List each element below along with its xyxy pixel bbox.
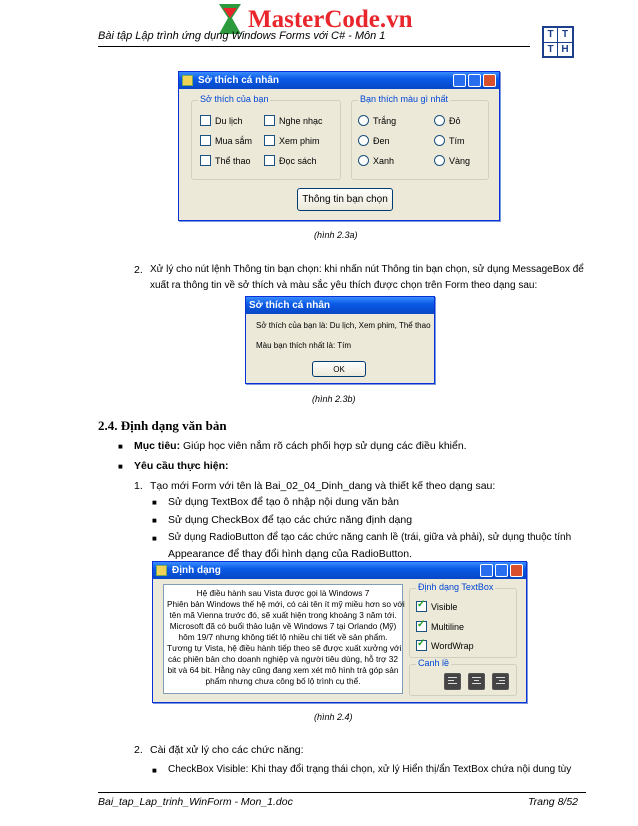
format-titlebar[interactable] <box>153 562 526 579</box>
paragraph-line: Xử lý cho nút lệnh Thông tin bạn chọn: khi nhấn nút Thông tin bạn chọn, sử dụng MessageBox để <box>150 264 584 275</box>
requirement-label: Yêu cầu thực hiện: <box>134 460 229 472</box>
checkbox-the-thao[interactable] <box>200 155 251 166</box>
checkbox-mua-sam[interactable] <box>200 135 252 146</box>
sub-item: Appearance để thay đổi hình dạng của RadioButton. <box>168 548 413 560</box>
step-text: Cài đặt xử lý cho các chức năng: <box>150 744 304 756</box>
content-textbox[interactable] <box>163 584 403 694</box>
align-left-button[interactable] <box>444 673 461 690</box>
logo-letter: H <box>561 44 569 55</box>
radio-trang[interactable] <box>358 115 396 126</box>
close-button[interactable] <box>483 74 496 87</box>
radio-circle[interactable] <box>358 135 369 146</box>
radio-tim[interactable] <box>434 135 465 146</box>
checkbox-doc-sach[interactable] <box>264 155 317 166</box>
checkbox-label: Nghe nhạc <box>279 115 323 126</box>
textbox-format-label: Định dạng TextBox <box>418 582 494 592</box>
radio-circle[interactable] <box>434 155 445 166</box>
minimize-button[interactable] <box>453 74 466 87</box>
header-rule <box>98 46 530 47</box>
checkbox-multiline[interactable] <box>416 621 464 632</box>
checkbox-box[interactable] <box>200 115 211 126</box>
colors-group <box>351 94 489 180</box>
radio-circle[interactable] <box>434 135 445 146</box>
checkbox-label: Multiline <box>431 621 465 632</box>
hobbies-group-label: Sở thích của bạn <box>200 94 269 104</box>
app-icon <box>182 75 193 86</box>
radio-label: Xanh <box>373 155 395 166</box>
hobbies-titlebar[interactable] <box>179 72 499 89</box>
list-number: 1. <box>134 480 143 492</box>
step-text: Tạo mới Form với tên là Bai_02_04_Dinh_dang và thiết kế theo dạng sau: <box>150 480 496 492</box>
textbox-line: Tương tự Vista, hệ điều hành tiếp theo sẽ được xuất xưởng với <box>167 643 402 653</box>
messagebox-window <box>245 296 435 384</box>
bullet-icon: ■ <box>118 442 123 451</box>
textbox-line: phẩm nhưng chưa công bố lộ trình cụ thể. <box>205 676 361 686</box>
logo-letter: T <box>544 28 558 43</box>
sub-item: CheckBox Visible: Khi thay đổi trạng thái chọn, xử lý Hiển thị/ẩn TextBox chứa nội dung tùy <box>168 764 572 775</box>
logo-letter: T <box>544 43 558 57</box>
sub-item: Sử dụng CheckBox để tạo các chức năng định dạng <box>168 514 413 526</box>
checkbox-box[interactable] <box>416 640 427 651</box>
goal-text: Giúp học viên nắm rõ cách phối hợp sử dụng các điều khiển. <box>180 440 467 452</box>
checkbox-box[interactable] <box>264 135 275 146</box>
align-center-button[interactable] <box>468 673 485 690</box>
radio-vang[interactable] <box>434 155 470 166</box>
bullet-icon: ■ <box>152 498 157 507</box>
figure-caption: (hình 2.4) <box>314 712 353 722</box>
checkbox-box[interactable] <box>416 601 427 612</box>
radio-label: Đen <box>373 135 390 146</box>
checkbox-label: Xem phim <box>279 135 320 146</box>
messagebox-title: Sở thích cá nhân <box>249 300 331 311</box>
checkbox-visible[interactable] <box>416 601 457 612</box>
section-heading: 2.4. Định dạng văn bản <box>98 418 227 433</box>
checkbox-nghe-nhac[interactable] <box>264 115 323 126</box>
checkbox-label: Thể thao <box>215 155 251 166</box>
checkbox-box[interactable] <box>264 115 275 126</box>
checkbox-label: Đọc sách <box>279 155 317 166</box>
bullet-icon: ■ <box>118 462 123 471</box>
goal-paragraph <box>134 438 467 454</box>
radio-circle[interactable] <box>434 115 445 126</box>
close-button[interactable] <box>510 564 523 577</box>
checkbox-box[interactable] <box>200 155 211 166</box>
align-right-button[interactable] <box>492 673 509 690</box>
radio-label: Vàng <box>449 155 471 166</box>
list-number: 2. <box>134 744 143 756</box>
checkbox-label: Mua sắm <box>215 135 253 146</box>
checkbox-box[interactable] <box>200 135 211 146</box>
bullet-icon: ■ <box>152 766 157 775</box>
align-group-label: Canh lề <box>418 658 450 668</box>
goal-label: Mục tiêu: <box>134 440 181 452</box>
paragraph-line: xuất ra thông tin về sở thích và màu sắc yêu thích được chọn trên Form theo dạng sau: <box>150 280 538 291</box>
radio-circle[interactable] <box>358 115 369 126</box>
checkbox-wordwrap[interactable] <box>416 640 474 651</box>
align-group <box>409 658 517 696</box>
radio-xanh[interactable] <box>358 155 394 166</box>
textbox-line: tên mã Vienna trước đó, sẽ xuất hiện trong khoảng 3 năm tới. <box>169 610 397 620</box>
bullet-icon: ■ <box>152 534 157 543</box>
hobbies-group <box>191 94 341 180</box>
list-number: 2. <box>134 264 143 276</box>
radio-label: Đỏ <box>449 115 461 126</box>
format-window <box>152 561 527 703</box>
app-icon <box>156 565 167 576</box>
hobbies-window <box>178 71 500 221</box>
textbox-line: bit và 64 bit. Hằng này cũng đang xem xét mô hình trả góp sản <box>167 665 399 675</box>
checkbox-xem-phim[interactable] <box>264 135 320 146</box>
radio-label: Trắng <box>373 115 397 126</box>
window-title: Sở thích cá nhân <box>198 75 280 86</box>
radio-label: Tím <box>449 135 465 146</box>
sub-item: Sử dụng TextBox để tạo ô nhập nội dung văn bản <box>168 496 400 508</box>
logo-letter: T <box>558 28 572 43</box>
footer-rule <box>98 792 586 793</box>
checkbox-box[interactable] <box>264 155 275 166</box>
checkbox-du-lich[interactable] <box>200 115 243 126</box>
checkbox-label: Visible <box>431 601 458 612</box>
message-line: Màu bạn thích nhất là: Tím <box>256 341 352 350</box>
sub-item: Sử dụng RadioButton để tạo các chức năng canh lề (trái, giữa và phải), sử dụng thuộc tính <box>168 532 572 543</box>
radio-den[interactable] <box>358 135 390 146</box>
textbox-line: hôm 19/7 nhưng không tiết lộ nhiều chi tiết về sản phẩm. <box>178 632 388 642</box>
minimize-button[interactable] <box>480 564 493 577</box>
radio-circle[interactable] <box>358 155 369 166</box>
textbox-line: Hệ điều hành sau Vista được gọi là Windows 7 <box>196 588 370 598</box>
bullet-icon: ■ <box>152 516 157 525</box>
maximize-button[interactable] <box>495 564 508 577</box>
footer-filename: Bai_tap_Lap_trinh_WinForm - Mon_1.doc <box>98 796 293 808</box>
messagebox-titlebar[interactable] <box>246 297 434 314</box>
textbox-format-group <box>409 582 517 658</box>
textbox-line: Phiên bản Windows thế hệ mới, có cái tên ít mỹ miều hơn so với <box>167 599 405 609</box>
radio-do[interactable] <box>434 115 461 126</box>
checkbox-box[interactable] <box>416 621 427 632</box>
footer-page: Trang 8/52 <box>528 796 579 808</box>
checkbox-label: Du lịch <box>215 115 243 126</box>
show-info-button[interactable]: Thông tin bạn chọn <box>297 188 393 211</box>
textbox-line: các phiên bản cho doanh nghiệp và người tiêu dùng, hỗ trợ 32 <box>167 654 399 664</box>
window-title: Định dạng <box>172 565 221 576</box>
ok-button[interactable]: OK <box>312 361 366 377</box>
maximize-button[interactable] <box>468 74 481 87</box>
figure-caption: (hình 2.3a) <box>314 230 358 240</box>
header-doc-title: Bài tập Lập trình ứng dụng Windows Forms với C# - Môn 1 <box>98 30 386 42</box>
checkbox-label: WordWrap <box>431 640 474 651</box>
figure-caption: (hình 2.3b) <box>312 394 356 404</box>
brand-logo-text: MasterCode.vn <box>248 6 413 33</box>
textbox-line: Microsoft đã có buổi thảo luận về Windows 7 tại Orlando (Mỹ) <box>169 621 397 631</box>
colors-group-label: Bạn thích màu gì nhất <box>360 94 449 104</box>
message-line: Sở thích của bạn là: Du lịch, Xem phim, Thể thao <box>256 321 431 330</box>
tth-logo <box>542 26 574 58</box>
